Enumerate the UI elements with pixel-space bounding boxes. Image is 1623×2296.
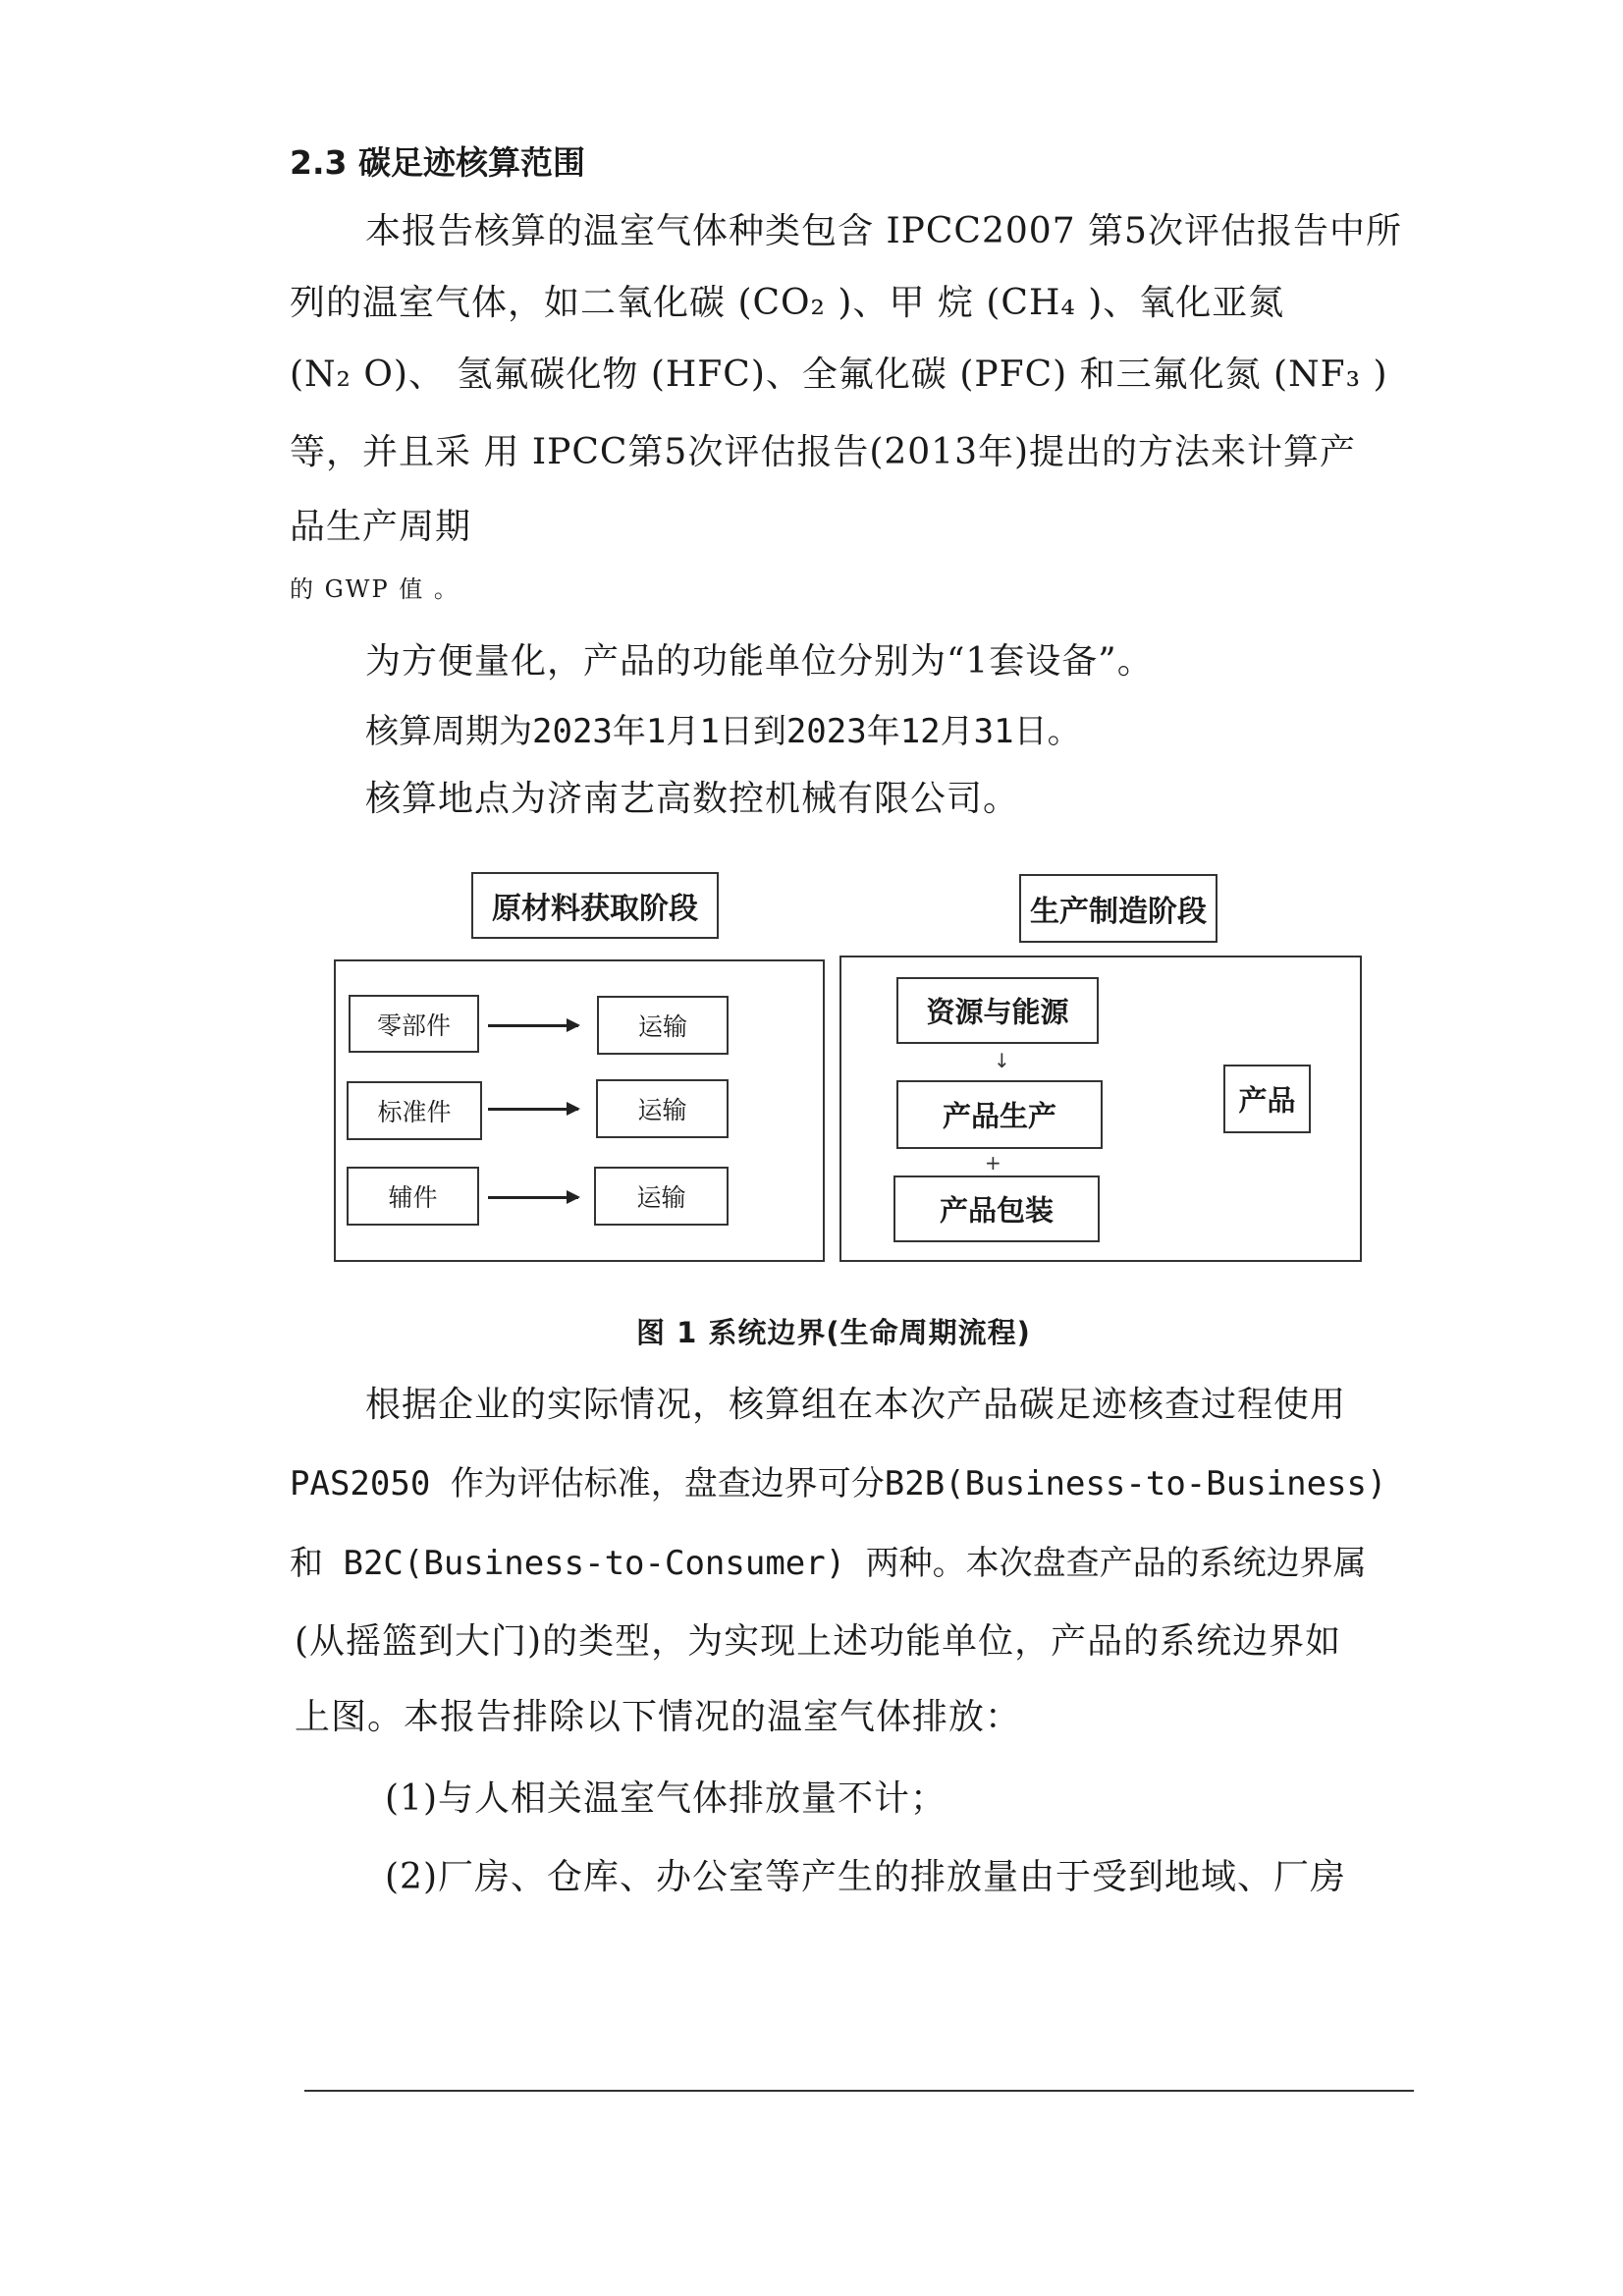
resource-energy-label: 资源与能源	[926, 995, 1069, 1029]
product-output-box	[1223, 1065, 1311, 1133]
connector-arrow-icon: ↓	[994, 1049, 1010, 1072]
production-box	[896, 1080, 1103, 1149]
packaging-box	[893, 1175, 1100, 1242]
part-label: 辅件	[388, 1183, 438, 1212]
arrow-right-icon	[488, 1108, 578, 1111]
transport-box	[594, 1167, 729, 1226]
stage-raw-material-label: 原材料获取阶段	[492, 892, 698, 926]
transport-box	[597, 996, 729, 1055]
paragraph-location: 核算地点为济南艺高数控机械有限公司。	[365, 779, 1020, 819]
paragraph-line: 品生产周期	[290, 507, 472, 547]
arrow-right-icon	[488, 1196, 578, 1199]
transport-label: 运输	[636, 1183, 686, 1212]
connector-plus-icon: +	[985, 1151, 1001, 1175]
paragraph-line: 列的温室气体，如二氧化碳 (CO₂ )、甲 烷 (CH₄ )、氧化亚氮	[290, 283, 1285, 323]
paragraph-line: PAS2050 作为评估标准，盘查边界可分B2B(Business-to-Business)	[290, 1464, 1387, 1503]
paragraph-line: 和 B2C(Business-to-Consumer) 两种。本次盘查产品的系统边界属	[290, 1544, 1367, 1583]
footer-divider	[304, 2090, 1414, 2092]
paragraph-line: 等，并且采 用 IPCC第5次评估报告(2013年)提出的方法来计算产	[290, 432, 1357, 472]
production-label: 产品生产	[942, 1099, 1056, 1133]
product-output-label: 产品	[1238, 1083, 1296, 1118]
transport-label: 运输	[637, 1096, 687, 1124]
part-box	[347, 1167, 479, 1226]
paragraph-line: 根据企业的实际情况，核算组在本次产品碳足迹核查过程使用	[365, 1385, 1347, 1425]
stage-raw-material	[471, 872, 719, 939]
stage-production-label: 生产制造阶段	[1030, 895, 1207, 929]
section-heading: 2.3 碳足迹核算范围	[290, 143, 585, 182]
paragraph-functional-unit: 为方便量化，产品的功能单位分别为“1套设备”。	[365, 641, 1154, 682]
part-label: 零部件	[376, 1011, 451, 1040]
paragraph-line: (N₂ O)、 氢氟碳化物 (HFC)、全氟化碳 (PFC) 和三氟化氮 (NF₃ )	[290, 355, 1388, 395]
arrow-right-icon	[488, 1024, 578, 1027]
transport-box	[596, 1079, 729, 1138]
paragraph-accounting-period: 核算周期为2023年1月1日到2023年12月31日。	[365, 712, 1081, 751]
paragraph-line: 的 GWP 值 。	[290, 575, 460, 603]
paragraph-line: 上图。本报告排除以下情况的温室气体排放：	[295, 1697, 1022, 1737]
resource-energy-box	[896, 977, 1099, 1044]
part-box	[349, 995, 479, 1053]
part-label: 标准件	[377, 1098, 452, 1126]
figure-caption: 图 1 系统边界(生命周期流程)	[636, 1316, 1031, 1349]
list-item: (1)与人相关温室气体排放量不计；	[385, 1778, 947, 1819]
stage-production	[1019, 874, 1217, 943]
paragraph-line: 本报告核算的温室气体种类包含 IPCC2007 第5次评估报告中所	[365, 211, 1402, 251]
transport-label: 运输	[637, 1012, 687, 1041]
part-box	[347, 1081, 482, 1140]
paragraph-line: (从摇篮到大门)的类型，为实现上述功能单位，产品的系统边界如	[295, 1621, 1342, 1662]
list-item: (2)厂房、仓库、办公室等产生的排放量由于受到地域、厂房	[385, 1857, 1346, 1897]
packaging-label: 产品包装	[939, 1193, 1054, 1228]
